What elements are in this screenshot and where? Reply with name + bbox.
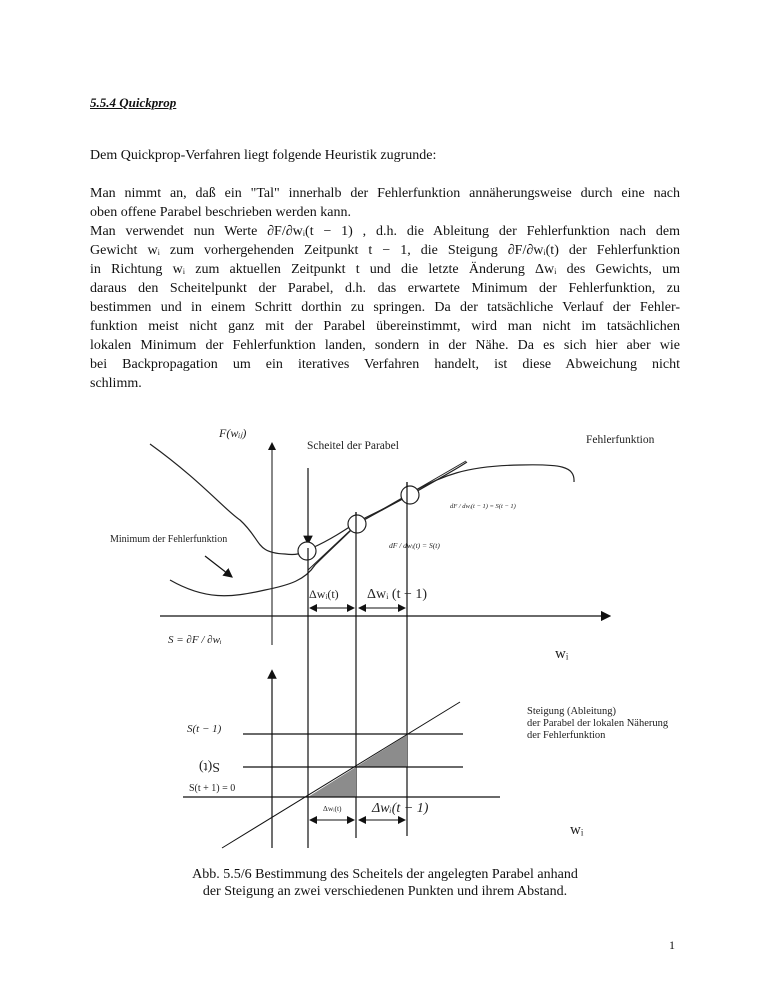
point-t-circle bbox=[348, 515, 366, 533]
error-function-label: Fehlerfunktion bbox=[586, 434, 655, 446]
lower-description-line: der Fehlerfunktion bbox=[527, 730, 606, 741]
page-number: 1 bbox=[669, 938, 675, 952]
lower-delta-t-minus-1-label: Δwᵢ(t − 1) bbox=[372, 801, 429, 816]
body-line: daraus den Scheitelpunkt der Parabel, d.h. das erwartete Minimum der Fehlerfunktion, zu bbox=[90, 281, 680, 296]
upper-y-axis-label: F(wᵢⱼ) bbox=[219, 426, 247, 440]
body-line: funktion meist nicht ganz mit der Parabel übereinstimmt, wird man nicht im tatsächlichen bbox=[90, 319, 680, 334]
point-t-minus-1-circle bbox=[401, 486, 419, 504]
body-line: schlimm. bbox=[90, 376, 142, 391]
delta-t-label: Δwᵢ(t) bbox=[309, 587, 339, 601]
delta-t-minus-1-label: Δwᵢ (t − 1) bbox=[367, 587, 428, 602]
point-vertex-circle bbox=[298, 542, 316, 560]
vertex-label: Scheitel der Parabel bbox=[307, 440, 399, 452]
derivative-line bbox=[222, 702, 460, 848]
caption-line: der Steigung an zwei verschiedenen Punkten und ihrem Abstand. bbox=[202, 884, 568, 899]
minimum-label: Minimum der Fehlerfunktion bbox=[110, 534, 228, 545]
s-curr-label: S(t) bbox=[199, 759, 220, 774]
section-heading: 5.5.4 Quickprop bbox=[90, 95, 177, 110]
shaded-triangle-t-minus-1 bbox=[356, 735, 407, 767]
upper-x-axis-label: wᵢ bbox=[555, 646, 569, 662]
minimum-arrow bbox=[205, 556, 232, 577]
quickprop-figure bbox=[0, 420, 768, 860]
body-line: bestimmen und in einem Schritt dorthin zu springen. Da der tatsächliche Verlauf der Fehler- bbox=[90, 300, 680, 315]
s-next-label: S(t + 1) = 0 bbox=[189, 783, 236, 794]
slope-prev-label: dF / dwᵢ(t − 1) = S(t − 1) bbox=[450, 503, 516, 510]
body-paragraph bbox=[90, 184, 680, 393]
lower-graph bbox=[168, 634, 669, 848]
body-line: Man verwendet nun Werte ∂F/∂wᵢ(t − 1) , d.h. die Ableitung der Fehlerfunktion nach dem bbox=[90, 224, 680, 239]
lower-x-axis-label: wᵢ bbox=[570, 822, 584, 838]
intro-paragraph: Dem Quickprop-Verfahren liegt folgende Heuristik zugrunde: bbox=[90, 148, 437, 163]
parabola-curve bbox=[170, 462, 467, 596]
body-line: bei Backpropagation um ein iteratives Verfahren handelt, ist diese Abweichung nicht bbox=[90, 357, 680, 372]
lower-y-axis-label: S = ∂F / ∂wᵢ bbox=[168, 634, 222, 646]
body-line: in Richtung wᵢ zum aktuellen Zeitpunkt t und die letzte Änderung Δwᵢ des Gewichts, um bbox=[90, 262, 680, 277]
figure-caption bbox=[160, 866, 610, 900]
caption-line: Abb. 5.5/6 Bestimmung des Scheitels der angelegten Parabel anhand bbox=[192, 867, 578, 882]
lower-delta-t-label: Δwᵢ(t) bbox=[323, 804, 342, 813]
shaded-triangle-t bbox=[308, 767, 356, 797]
body-line: lokalen Minimum der Fehlerfunktion landen, sondern in der Nähe. Da es sich hier aber wie bbox=[90, 338, 680, 353]
body-line: Gewicht wᵢ zum vorhergehenden Zeitpunkt t − 1, die Steigung ∂F/∂wᵢ(t) der Fehlerfunktion bbox=[90, 243, 680, 258]
body-line: Man nimmt an, daß ein "Tal" innerhalb der Fehlerfunktion annäherungsweise durch eine nach bbox=[90, 186, 680, 201]
slope-curr-label: dF / dwᵢ(t) = S(t) bbox=[389, 541, 440, 550]
lower-description-line: der Parabel der lokalen Näherung bbox=[527, 718, 669, 729]
body-line: oben offene Parabel beschrieben werden kann. bbox=[90, 205, 351, 220]
lower-description-line: Steigung (Ableitung) bbox=[527, 706, 616, 717]
s-prev-label: S(t − 1) bbox=[187, 723, 222, 735]
